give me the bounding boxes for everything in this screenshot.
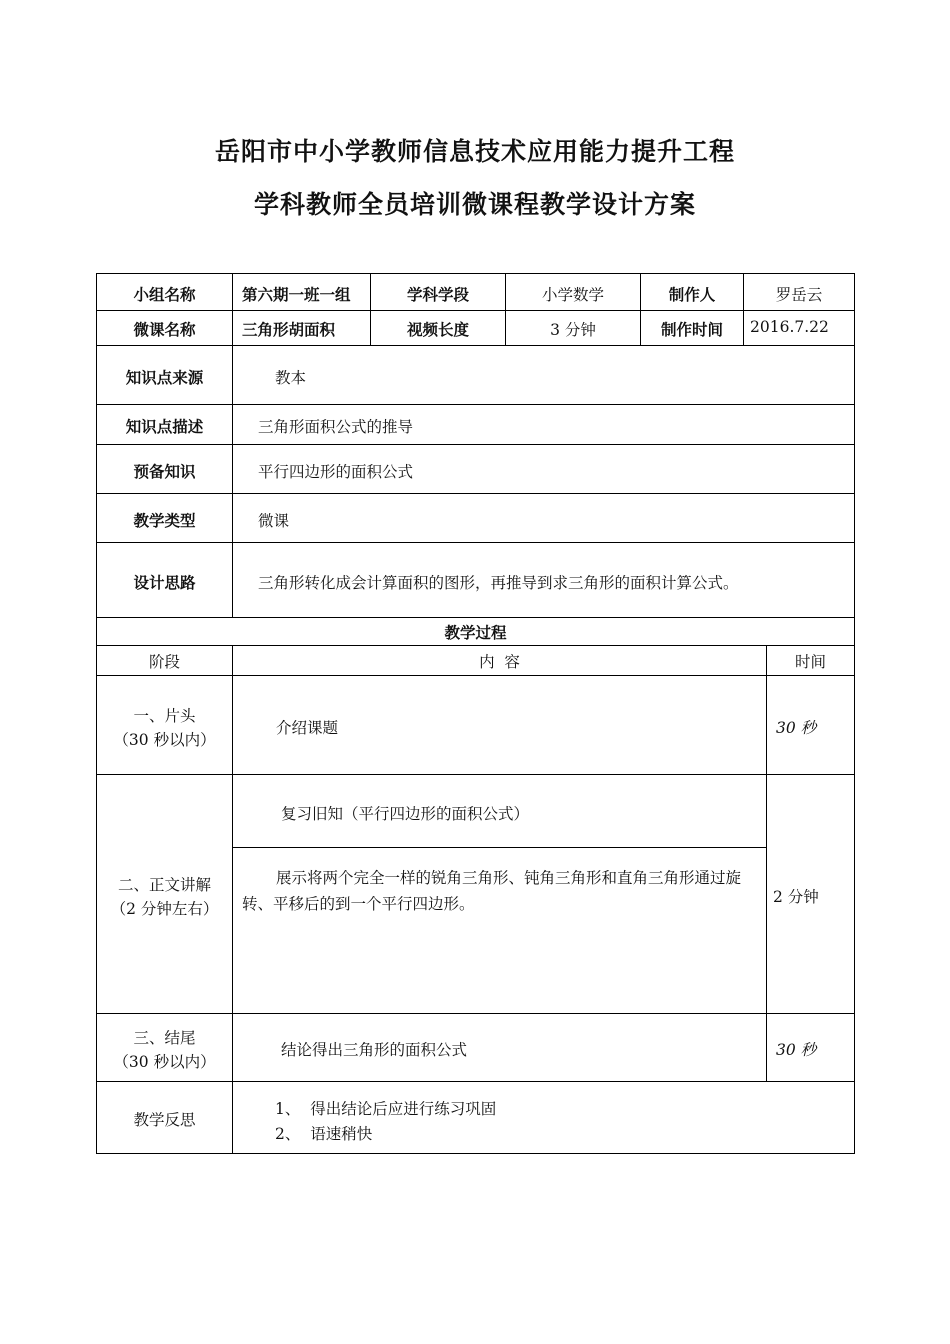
grid-line	[232, 273, 233, 618]
source-label: 知识点来源	[125, 369, 204, 387]
grid-line	[96, 617, 855, 618]
reflection-item-1: 1、 得出结论后应进行练习巩固	[275, 1100, 497, 1118]
grid-line	[96, 1153, 855, 1154]
subject-value: 小学数学	[541, 286, 604, 304]
grid-line	[96, 310, 855, 311]
col-time: 时间	[794, 653, 826, 671]
process-heading: 教学过程	[444, 624, 507, 642]
reflection-item-2: 2、 语速稍快	[275, 1125, 373, 1143]
stage3-name: 三、结尾	[133, 1029, 196, 1047]
stage1-time: 30 秒	[776, 719, 817, 737]
grid-line	[96, 345, 855, 346]
grid-line	[96, 542, 855, 543]
date-value: 2016.7.22	[750, 318, 829, 336]
stage2-note: （2 分钟左右）	[110, 900, 219, 918]
stage3-content: 结论得出三角形的面积公式	[281, 1041, 468, 1059]
course-label: 微课名称	[133, 321, 196, 339]
grid-line	[96, 645, 855, 646]
stage2-time: 2 分钟	[773, 888, 819, 906]
author-value: 罗岳云	[775, 286, 823, 304]
col-stage: 阶段	[148, 653, 180, 671]
stage3-time: 30 秒	[776, 1041, 817, 1059]
stage2-name: 二、正文讲解	[117, 876, 211, 894]
grid-line	[766, 645, 767, 1082]
grid-line	[96, 404, 855, 405]
stage1-content: 介绍课题	[276, 719, 339, 737]
grid-line	[96, 273, 855, 274]
grid-line	[232, 847, 766, 848]
stage1-name: 一、片头	[133, 707, 196, 725]
length-label: 视频长度	[406, 321, 469, 339]
grid-line	[96, 675, 855, 676]
desc-label: 知识点描述	[125, 418, 204, 436]
grid-line	[96, 444, 855, 445]
type-value: 微课	[258, 512, 290, 530]
desc-value: 三角形面积公式的推导	[258, 418, 414, 436]
stage1-note: （30 秒以内）	[113, 731, 216, 749]
author-label: 制作人	[668, 286, 716, 304]
type-label: 教学类型	[133, 512, 196, 530]
group-value: 第六期一班一组	[242, 286, 351, 304]
col-content: 内 容	[479, 653, 520, 671]
prereq-value: 平行四边形的面积公式	[258, 463, 414, 481]
stage2-content-a: 复习旧知（平行四边形的面积公式）	[281, 805, 530, 823]
grid-line	[96, 1081, 855, 1082]
grid-line	[96, 1013, 855, 1014]
stage2-content-b: 展示将两个完全一样的锐角三角形、钝角三角形和直角三角形通过旋转、平移后的到一个平行四边形。	[242, 869, 742, 913]
title-line-1: 岳阳市中小学教师信息技术应用能力提升工程	[214, 137, 735, 166]
reflection-label: 教学反思	[133, 1111, 196, 1129]
grid-line	[232, 645, 233, 1154]
prereq-label: 预备知识	[133, 463, 196, 481]
group-label: 小组名称	[133, 286, 196, 304]
grid-line	[854, 273, 855, 1154]
length-value: 3 分钟	[550, 321, 596, 339]
source-value: 教本	[275, 369, 307, 387]
stage3-note: （30 秒以内）	[113, 1053, 216, 1071]
design-label: 设计思路	[133, 574, 196, 592]
grid-line	[96, 774, 855, 775]
design-value: 三角形转化成会计算面积的图形，再推导到求三角形的面积计算公式。	[258, 574, 739, 592]
grid-line	[96, 493, 855, 494]
title-line-2: 学科教师全员培训微课程教学设计方案	[253, 190, 696, 219]
subject-label: 学科学段	[406, 286, 469, 304]
course-value: 三角形胡面积	[242, 321, 336, 339]
date-label: 制作时间	[660, 321, 723, 339]
